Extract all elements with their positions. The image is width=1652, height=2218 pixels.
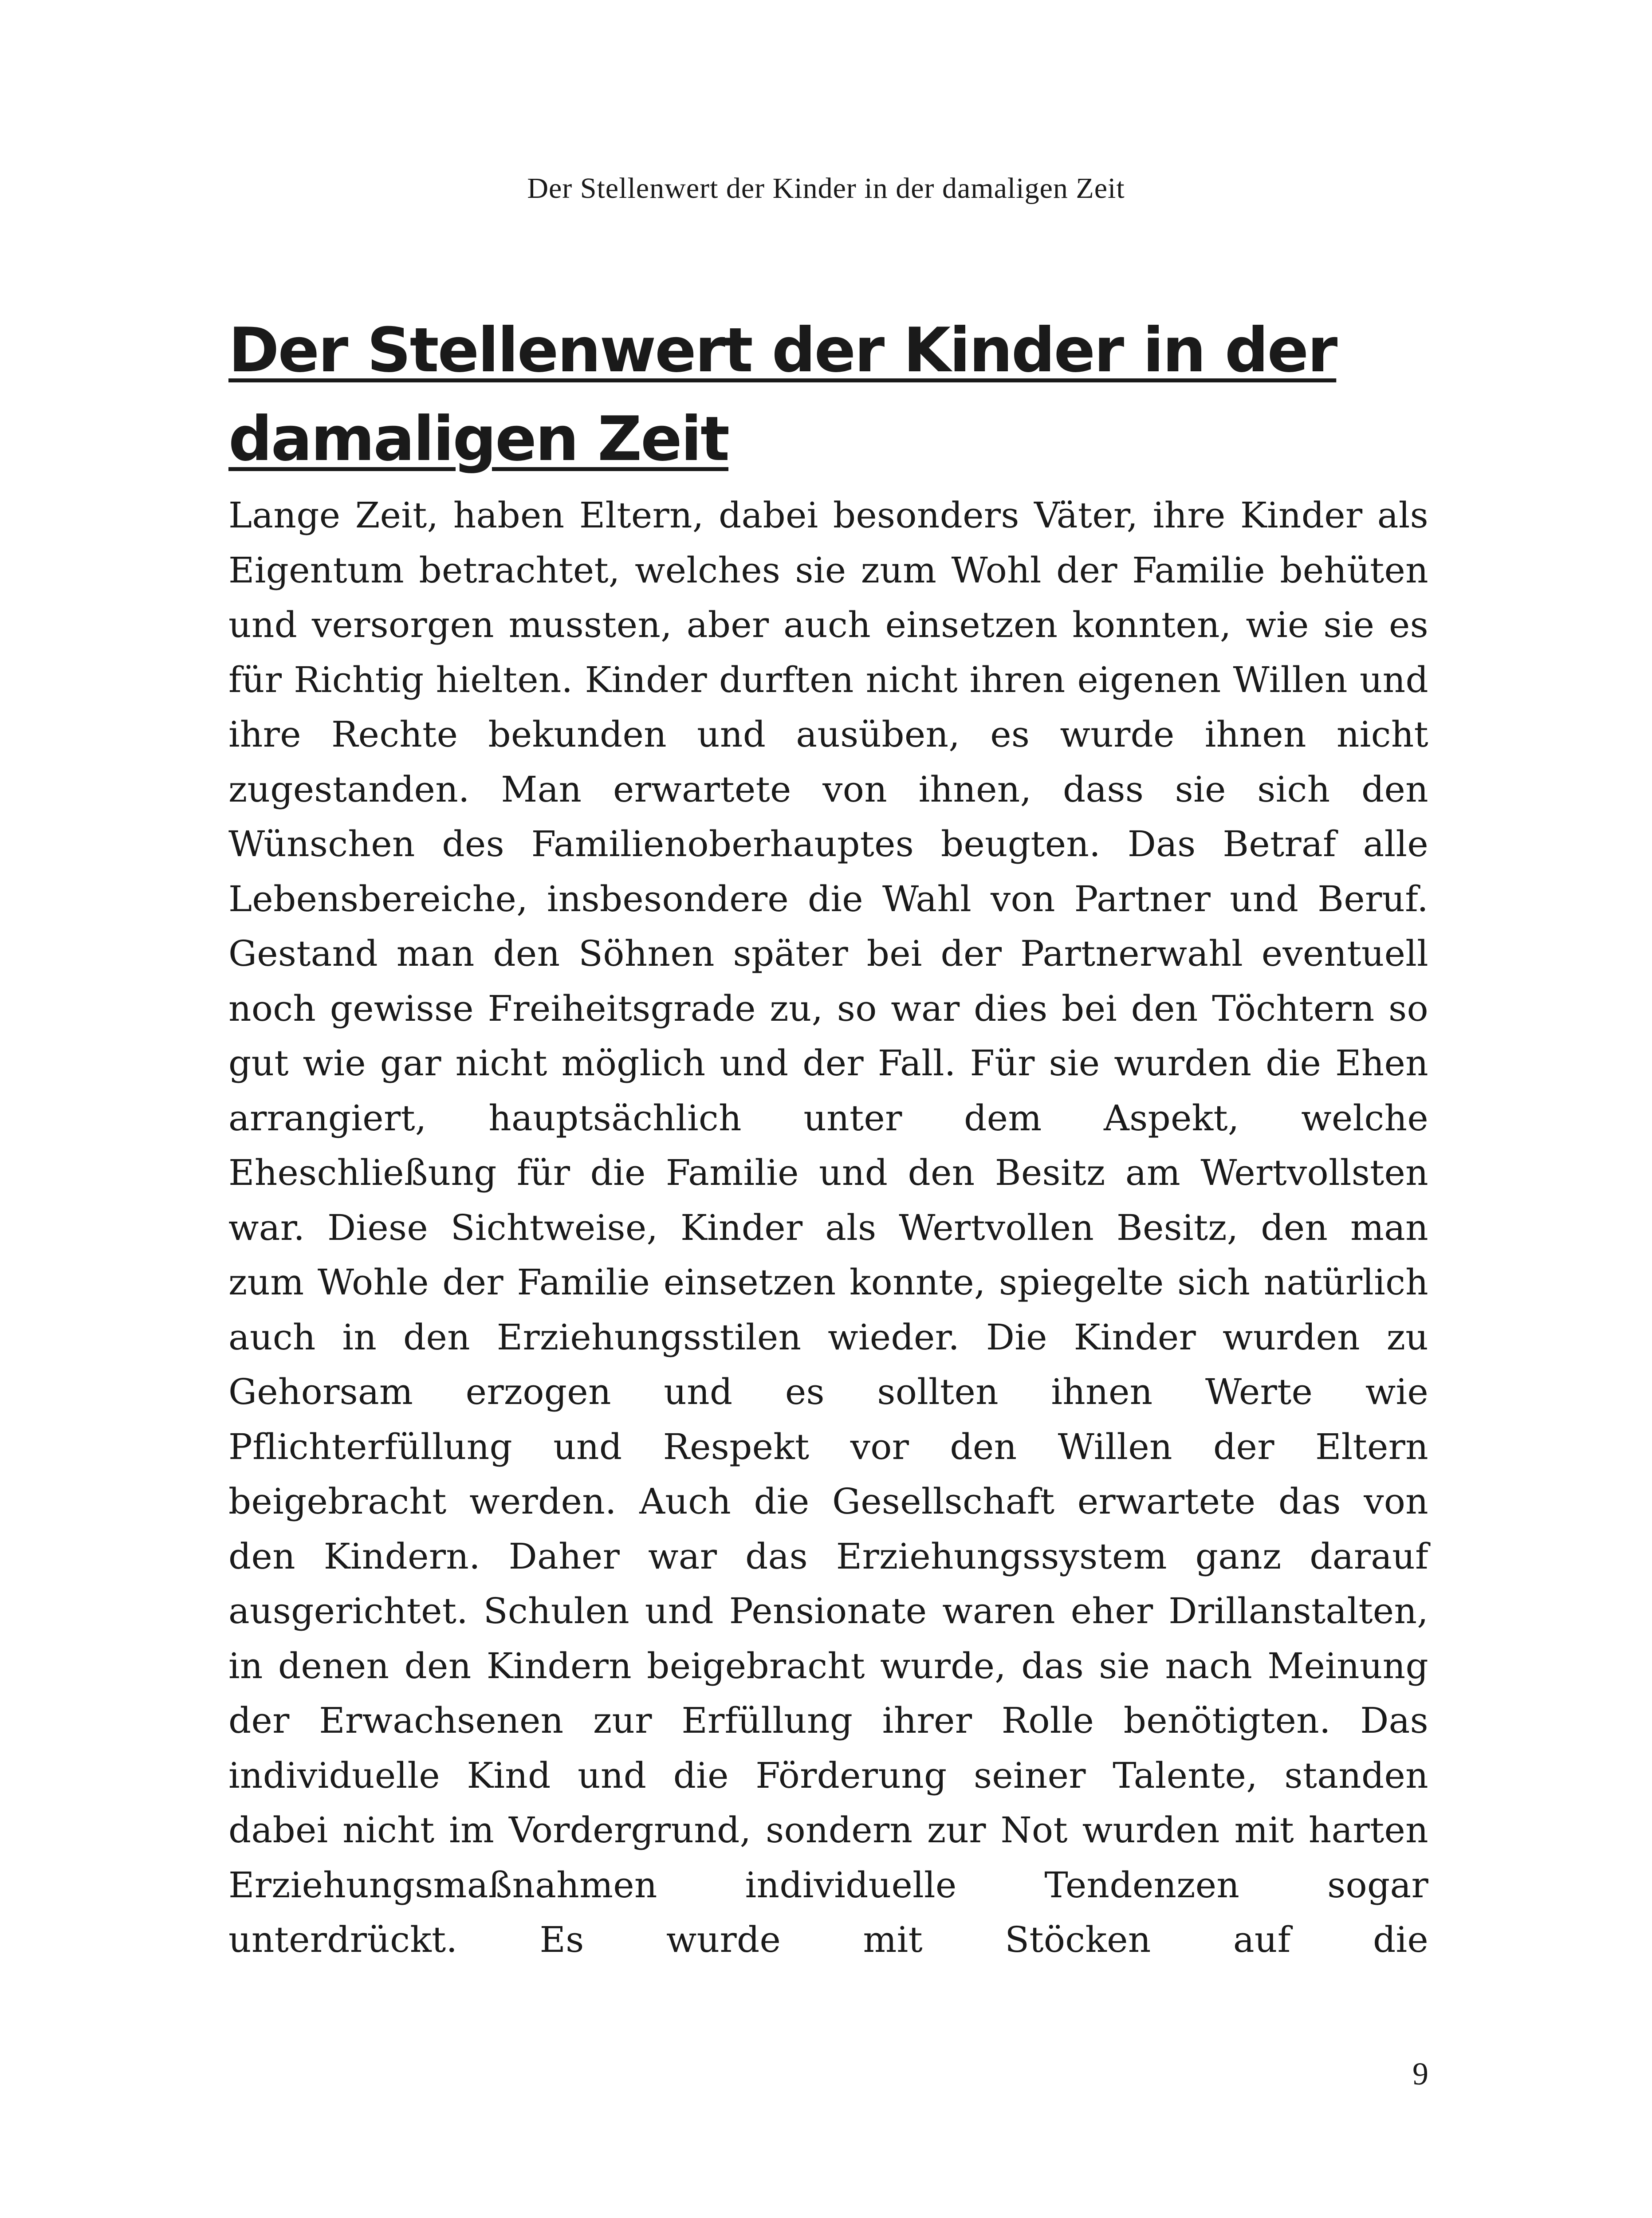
running-header: Der Stellenwert der Kinder in der damaligen Zeit	[527, 172, 1125, 204]
page-number: 9	[1412, 2056, 1428, 2092]
chapter-title: Der Stellenwert der Kinder in der damaligen Zeit	[228, 315, 1337, 475]
body-paragraph: Lange Zeit, haben Eltern, dabei besonders Väter, ihre Kinder als Eigentum betrachtet, welches sie zum Wohl der Familie behüten und versorgen mussten, aber auch einsetzen konnten, wie sie es für Richtig hielten. Kinder durften nicht ihren eigenen Willen und ihre Rechte bekunden und ausüben, es wurde ihnen nicht zugestanden. Man erwartete von ihnen, dass sie sich den Wünschen des Familienoberhauptes beugten. Das Betraf alle Lebensbereiche, insbesondere die Wahl von Partner und Beruf. Gestand man den Söhnen später bei der Partnerwahl eventuell noch gewisse Freiheitsgrade zu, so war dies bei den Töchtern so gut wie gar nicht möglich und der Fall. Für sie wurden die Ehen arrangiert, hauptsächlich unter dem Aspekt, welche Eheschließung für die Familie und den Besitz am Wertvollsten war. Diese Sichtweise, Kinder als Wertvollen Besitz, den man zum Wohle der Familie einsetzen konnte, spiegelte sich natürlich auch in den Erziehungsstilen wieder. Die Kinder wurden zu Gehorsam erzogen und es sollten ihnen Werte wie Pflichterfüllung und Respekt vor den Willen der Eltern beigebracht werden. Auch die Gesellschaft erwartete das von den Kindern. Daher war das Erziehungssystem ganz darauf ausgerichtet. Schulen und Pensionate waren eher Drillanstalten, in denen den Kindern beigebracht wurde, das sie nach Meinung der Erwachsenen zur Erfüllung ihrer Rolle benötigten. Das individuelle Kind und die Förderung seiner Talente, standen dabei nicht im Vordergrund, sondern zur Not wurden mit harten Erziehungsmaßnahmen individuelle Tendenzen sogar unterdrückt. Es wurde mit Stöcken auf die	[228, 495, 1428, 1960]
